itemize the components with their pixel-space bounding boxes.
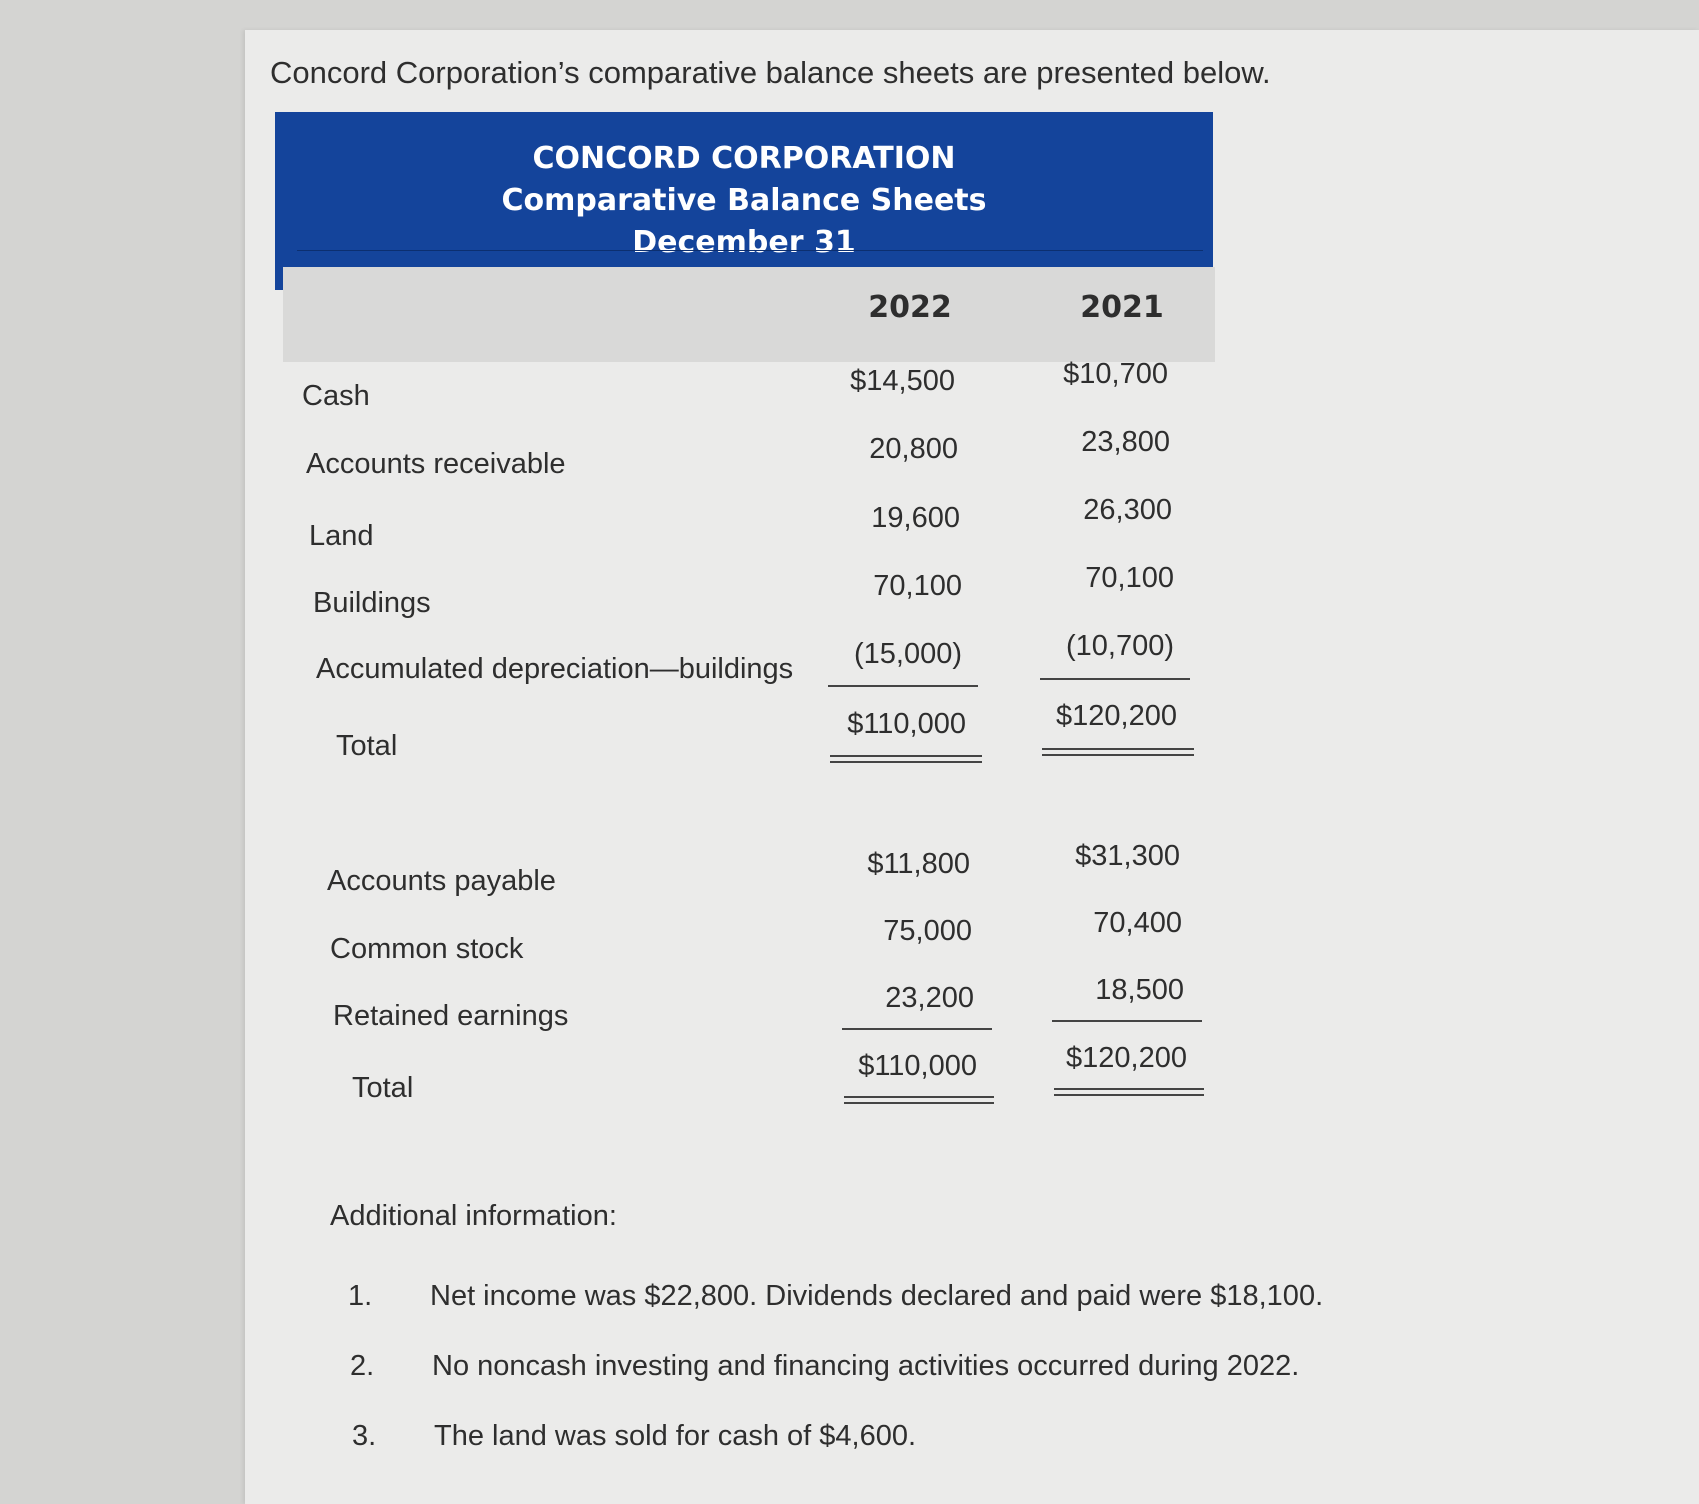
value-2021: 70,100 [1085, 562, 1174, 594]
assets-total-2022: $110,000 [847, 708, 966, 740]
liabilities-total-2021: $120,200 [1066, 1042, 1187, 1074]
value-2021: $31,300 [1075, 840, 1180, 872]
subtotal-underline [828, 685, 978, 687]
item-number: 3. [352, 1420, 377, 1452]
year-2022-header: 2022 [868, 290, 952, 325]
total-double-underline [1042, 748, 1194, 756]
value-2021: 18,500 [1095, 974, 1184, 1006]
assets-total-2021: $120,200 [1056, 700, 1177, 732]
value-2021: $10,700 [1063, 358, 1168, 390]
value-2021: 23,800 [1081, 426, 1170, 458]
value-2022: 19,600 [871, 502, 960, 534]
value-2022: $11,800 [867, 848, 970, 880]
additional-item [350, 1350, 1299, 1383]
value-2022: 75,000 [883, 915, 972, 947]
value-2021: 26,300 [1083, 494, 1172, 526]
total-double-underline [844, 1096, 994, 1104]
intro-text: Concord Corporation’s comparative balance sheets are presented below. [270, 55, 1271, 90]
row-label: Land [309, 520, 374, 552]
value-2022: 20,800 [869, 433, 958, 465]
subtotal-underline [842, 1028, 992, 1030]
company-name: CONCORD CORPORATION [532, 141, 956, 176]
subtotal-underline [1052, 1020, 1202, 1022]
row-label: Common stock [330, 933, 524, 965]
item-text: No noncash investing and financing activities occurred during 2022. [432, 1350, 1300, 1382]
row-label: Accumulated depreciation—buildings [316, 653, 794, 685]
value-2021: 70,400 [1093, 907, 1182, 939]
total-double-underline [830, 755, 982, 763]
row-label: Buildings [313, 587, 431, 619]
liabilities-total-label: Total [352, 1072, 414, 1104]
statement-header [275, 112, 1213, 290]
additional-info-title: Additional information: [330, 1200, 617, 1232]
value-2022: $14,500 [850, 365, 955, 397]
value-2022: 70,100 [873, 570, 962, 602]
item-number: 2. [350, 1350, 375, 1382]
row-label: Accounts receivable [306, 448, 566, 480]
additional-item [348, 1280, 1323, 1313]
assets-total-label: Total [336, 730, 398, 762]
liabilities-total-2022: $110,000 [858, 1050, 977, 1082]
item-number: 1. [348, 1280, 373, 1312]
item-text: Net income was $22,800. Dividends declared and paid were $18,100. [430, 1280, 1324, 1312]
subtotal-underline [1040, 678, 1190, 680]
row-label: Retained earnings [333, 1000, 569, 1032]
value-2022: 23,200 [885, 982, 974, 1014]
additional-item [352, 1420, 916, 1453]
header-rule [297, 250, 1203, 251]
statement-title: Comparative Balance Sheets [501, 183, 987, 218]
item-text: The land was sold for cash of $4,600. [434, 1420, 917, 1452]
value-2022: (15,000) [853, 638, 962, 670]
row-label: Cash [302, 380, 370, 412]
statement-date: December 31 [632, 225, 856, 260]
year-2021-header: 2021 [1080, 290, 1164, 325]
total-double-underline [1054, 1088, 1204, 1096]
row-label: Accounts payable [327, 865, 556, 897]
value-2021: (10,700) [1065, 630, 1174, 662]
